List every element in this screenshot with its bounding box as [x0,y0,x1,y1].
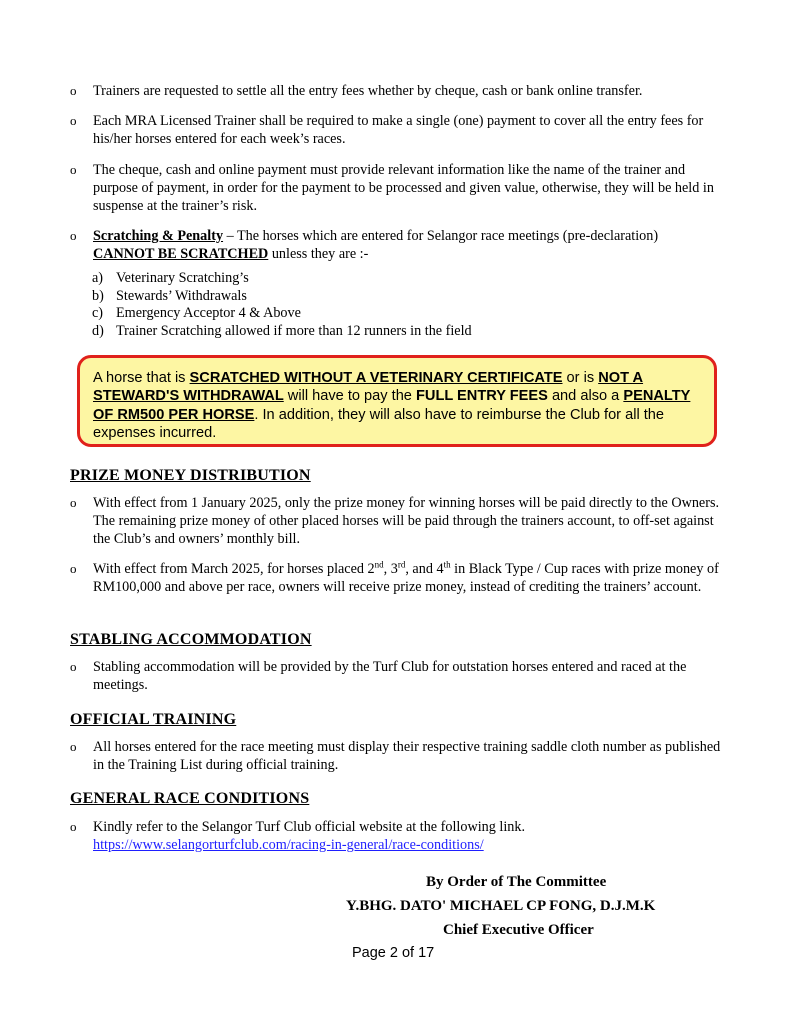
bullet-text: The cheque, cash and online payment must provide relevant information like the name of the trainer and purpose of payment, in order for the payment to be processed and given value, otherwise, they will be held in suspense at the trainer’s risk. [93,162,714,214]
bullet-marker: o [70,739,77,754]
bullet-marker: o [70,83,77,98]
list-item-label: b) [92,287,104,304]
penalty-notice-box [77,355,717,447]
bullet-payment-info [70,161,730,215]
section-heading-prize-money: PRIZE MONEY DISTRIBUTION [70,467,311,484]
prize-text: , 3 [383,561,398,577]
notice-text: or is [562,370,599,386]
bullet-single-payment [70,112,730,148]
bullet-text [93,227,690,263]
bullet-text [93,818,730,854]
signature-line-committee: By Order of The Committee [426,874,607,890]
scratching-text-a: – The horses which are entered for Selangor race meetings (pre-declaration) [223,228,659,244]
section-heading-official-training: OFFICIAL TRAINING [70,711,237,728]
list-item-label: c) [92,305,104,321]
notice-emphasis: PENALTY OF RM500 PER HORSE [93,388,691,423]
bullet-text: With effect from 1 January 2025, only the prize money for winning horses will be paid directly to the Owners. The remaining prize money of other placed horses will be paid through the trainers account, to off-set against the Club’s and owners’ monthly bill. [93,495,720,547]
scratching-text-b: unless they are :- [268,246,369,262]
list-item [92,305,472,323]
bullet-text: All horses entered for the race meeting must display their respective training saddle cloth number as published in the Training List during official training. [93,739,721,773]
notice-text: . In addition, they will also have to reimburse the Club for all the expenses incurred. [93,406,665,442]
bullet-general [70,818,730,854]
scratching-emphasis: CANNOT BE SCRATCHED [93,246,269,262]
bullet-stabling [70,658,730,694]
list-item [92,270,472,288]
notice-emphasis: NOT A STEWARD'S WITHDRAWAL [93,370,644,405]
signature-line-name: Y.BHG. DATO' MICHAEL CP FONG, D.J.M.K [346,898,656,914]
prize-text: in Black Type / Cup races with prize money of RM100,000 and above per race, owners will receive prize money, instead of crediting the trainers’ account. [93,561,719,595]
bullet-scratching-penalty [70,227,690,263]
list-item-text: Emergency Acceptor 4 & Above [116,305,301,321]
ordinal-suffix: rd [397,559,406,570]
notice-text: and also a [547,388,624,405]
list-item-text: Veterinary Scratching’s [116,270,249,286]
list-item-text: Trainer Scratching allowed if more than 12 runners in the field [116,322,472,339]
bullet-prize-owners [70,494,730,548]
bullet-text [93,560,730,596]
bullet-marker: o [70,113,77,128]
list-item-label: a) [92,270,104,286]
scratching-exceptions-list [92,270,472,340]
ordinal-suffix: nd [374,559,384,570]
list-item [92,288,472,306]
notice-emphasis: SCRATCHED WITHOUT A VETERINARY CERTIFICATE [189,370,563,386]
bullet-text: Trainers are requested to settle all the entry fees whether by cheque, cash or bank online transfer. [93,83,643,99]
section-heading-general-race-conditions: GENERAL RACE CONDITIONS [70,790,310,807]
notice-text: will have to pay the [283,388,416,405]
bullet-text: Each MRA Licensed Trainer shall be required to make a single (one) payment to cover all the entry fees for his/her horses entered for each week’s races. [93,113,704,147]
list-item-text: Stewards’ Withdrawals [116,287,247,304]
notice-emphasis: FULL ENTRY FEES [415,388,548,405]
scratching-title: Scratching & Penalty [93,228,224,244]
prize-text: , and 4 [405,561,444,577]
bullet-marker: o [70,162,77,177]
bullet-training [70,738,730,774]
notice-text: A horse that is [93,370,190,386]
signature-line-title: Chief Executive Officer [443,922,594,938]
list-item [92,323,472,341]
bullet-entry-fees [70,82,730,100]
list-item-label: d) [92,322,104,339]
bullet-marker: o [70,495,77,510]
bullet-marker: o [70,228,77,243]
section-heading-stabling: STABLING ACCOMMODATION [70,631,312,648]
prize-text: With effect from March 2025, for horses placed 2 [93,561,375,577]
bullet-marker: o [70,659,77,674]
bullet-prize-black-type [70,560,730,596]
ordinal-suffix: th [443,559,451,570]
race-conditions-link[interactable]: https://www.selangorturfclub.com/racing-in-general/race-conditions/ [93,837,484,853]
page-number: Page 2 of 17 [352,945,435,961]
bullet-marker: o [70,819,77,834]
bullet-text: Stabling accommodation will be provided by the Turf Club for outstation horses entered and raced at the meetings. [93,659,687,693]
bullet-marker: o [70,561,77,576]
general-text: Kindly refer to the Selangor Turf Club official website at the following link. [93,819,525,835]
